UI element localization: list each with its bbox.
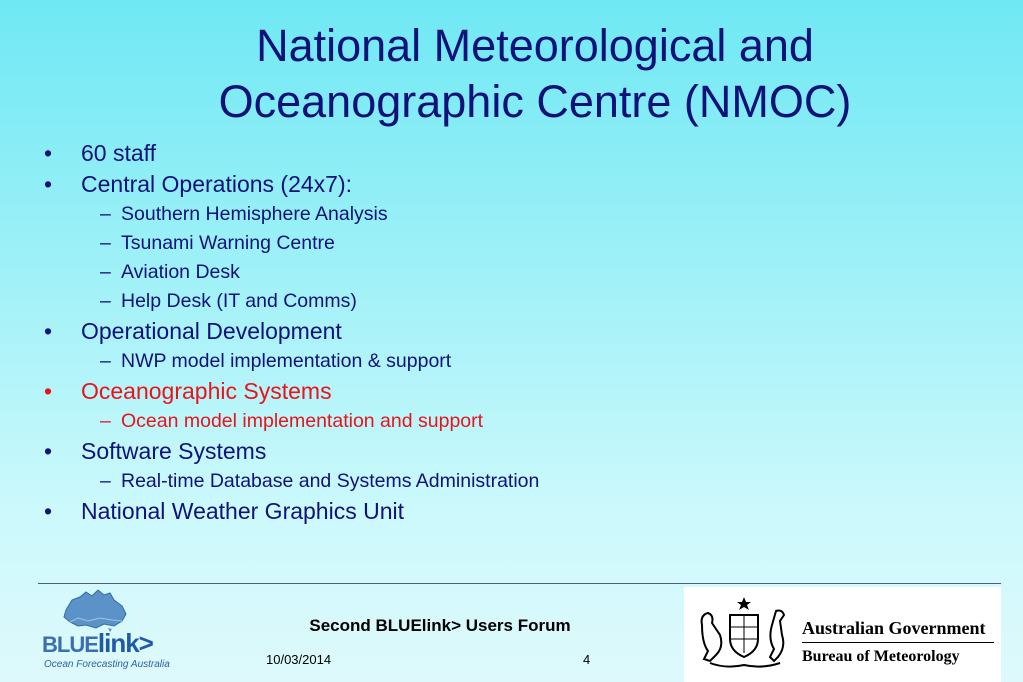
footer-page-number: 4 — [583, 652, 591, 667]
bureau-name: Bureau of Meteorology — [802, 648, 960, 665]
bullet-text: Operational Development — [81, 318, 342, 344]
sub-bullet-text: Aviation Desk — [121, 261, 240, 283]
dash-marker: – — [100, 290, 111, 312]
bluelink-tagline: Ocean Forecasting Australia — [44, 659, 170, 670]
sub-bullet-text: Southern Hemisphere Analysis — [121, 203, 388, 225]
sub-bullet-text: Tsunami Warning Centre — [121, 232, 335, 254]
bullet-marker: • — [44, 378, 53, 404]
bullet-text: Central Operations (24x7): — [81, 171, 353, 197]
dash-marker: – — [100, 470, 111, 492]
sub-bullet-item — [44, 258, 944, 287]
bullet-item — [44, 316, 944, 347]
dash-marker: – — [100, 350, 111, 372]
bullet-item — [44, 436, 944, 467]
dash-marker: – — [100, 261, 111, 283]
bullet-marker: • — [44, 438, 53, 464]
slide-title-line-2: Oceanographic Centre (NMOC) — [218, 76, 852, 127]
coat-of-arms-icon — [690, 595, 798, 675]
sub-bullet-item — [44, 200, 944, 229]
bullet-marker: • — [44, 140, 53, 166]
bullet-text: National Weather Graphics Unit — [81, 498, 404, 524]
bluelink-wordmark-part1: BLUE — [42, 632, 98, 657]
bluelink-wordmark-part2: link> — [97, 628, 153, 658]
sub-bullet-text: NWP model implementation & support — [121, 350, 452, 372]
bullet-marker: • — [44, 318, 53, 344]
bullet-list — [44, 138, 944, 527]
bullet-marker: • — [44, 498, 53, 524]
australian-government-logo — [684, 587, 1001, 682]
australia-map-icon — [56, 588, 136, 632]
sub-bullet-item — [44, 467, 944, 496]
sub-bullet-text: Real-time Database and Systems Administration — [121, 470, 540, 492]
sub-bullet-text: Ocean model implementation and support — [121, 410, 484, 432]
sub-bullet-item — [44, 287, 944, 316]
gov-rule — [802, 642, 994, 643]
footer-divider — [38, 583, 1001, 584]
bullet-text: Software Systems — [81, 438, 267, 464]
sub-bullet-item-highlighted — [44, 407, 944, 436]
sub-bullet-item — [44, 347, 944, 376]
footer-date: 10/03/2014 — [266, 652, 332, 667]
bullet-item — [44, 138, 944, 169]
bluelink-wordmark — [42, 628, 153, 659]
bullet-item-highlighted — [44, 376, 944, 407]
bullet-item — [44, 496, 944, 527]
sub-bullet-item — [44, 229, 944, 258]
dash-marker: – — [100, 203, 111, 225]
dash-marker: – — [100, 410, 111, 432]
dash-marker: – — [100, 232, 111, 254]
bullet-text: Oceanographic Systems — [81, 378, 332, 404]
slide-title — [130, 18, 940, 130]
footer-event-title: Second BLUElink> Users Forum — [309, 616, 571, 635]
slide-title-line-1: National Meteorological and — [256, 20, 814, 71]
bullet-item — [44, 169, 944, 200]
gov-name: Australian Government — [802, 618, 986, 638]
bullet-marker: • — [44, 171, 53, 197]
bluelink-logo — [42, 588, 170, 674]
sub-bullet-text: Help Desk (IT and Comms) — [121, 290, 357, 312]
bullet-text: 60 staff — [81, 140, 157, 166]
